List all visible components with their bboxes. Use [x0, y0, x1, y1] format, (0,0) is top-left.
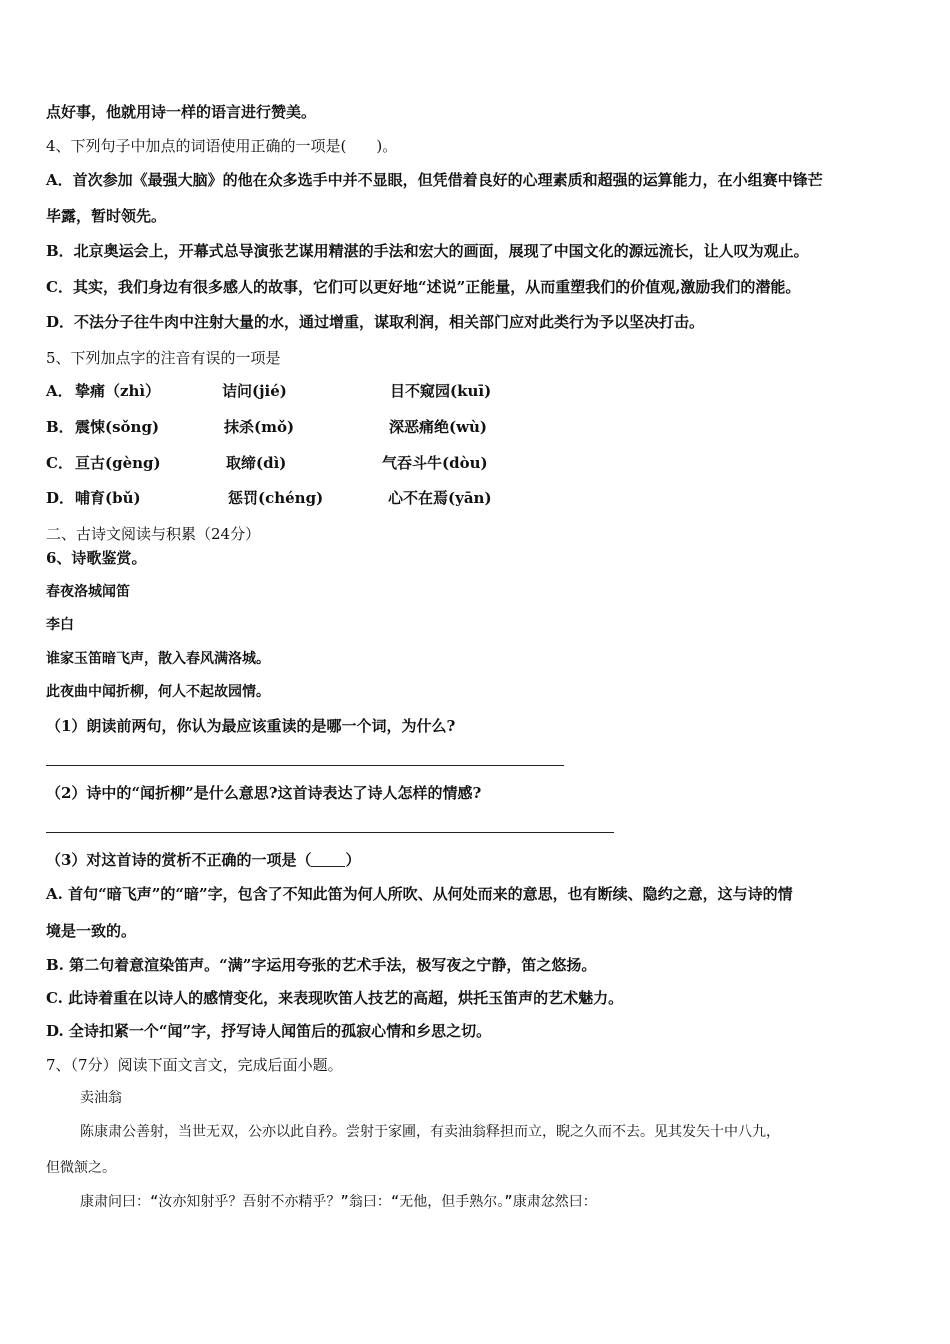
text-line: 点好事，他就用诗一样的语言进行赞美。: [46, 103, 317, 121]
passage-title: 卖油翁: [80, 1090, 122, 1106]
question-6-3: [46, 850, 360, 870]
q5-option-word: 取缔(dì): [226, 454, 287, 472]
answer-line: [46, 765, 564, 766]
q5-option-word: 心不在焉(yān): [388, 489, 492, 507]
question-6-3-close: ）: [345, 851, 361, 869]
q5-option-label: D．: [46, 489, 75, 507]
poem-line: 此夜曲中闻折柳，何人不起故园情。: [46, 684, 270, 700]
q5-option-word: 气吞斗牛(dòu): [382, 454, 488, 472]
question-4-option-d: D．不法分子往牛肉中注射大量的水，通过增重，谋取利润，相关部门应对此类行为予以坚决打击。: [46, 313, 705, 331]
passage-paragraph-continued: 但微颔之。: [46, 1160, 116, 1176]
question-6-3-option-a: A. 首句“暗飞声”的“暗”字，包含了不知此笛为何人所吹、从何处而来的意思，也有断续、隐约之意，这与诗的情: [46, 885, 793, 903]
q5-option-label: A．: [46, 382, 73, 400]
question-4-option-a: A．首次参加《最强大脑》的他在众多选手中并不显眼，但凭借着良好的心理素质和超强的运算能力，在小组赛中锋芒: [46, 171, 823, 189]
q5-option-word: 惩罚(chéng): [228, 489, 324, 507]
question-6-1: （1）朗读前两句，你认为最应该重读的是哪一个词，为什么?: [46, 717, 456, 735]
question-4-option-b: B．北京奥运会上，开幕式总导演张艺谋用精湛的手法和宏大的画面，展现了中国文化的源远流长，让人叹为观止。: [46, 242, 809, 260]
section-heading: 二、古诗文阅读与积累（24分）: [46, 525, 261, 543]
question-4-option-c: C．其实，我们身边有很多感人的故事，它们可以更好地“述说”正能量，从而重塑我们的价值观,激励我们的潜能。: [46, 278, 801, 296]
question-6-3-option-d: D. 全诗扣紧一个“闻”字，抒写诗人闻笛后的孤寂心情和乡思之切。: [46, 1022, 492, 1040]
q5-option-word: 挚痛（zhì）: [75, 382, 161, 400]
q5-option-word: 诘问(jié): [222, 382, 287, 400]
question-7-stem: 7、（7分）阅读下面文言文，完成后面小题。: [46, 1056, 343, 1074]
q5-option-word: 深恶痛绝(wù): [389, 418, 488, 436]
question-6-3-stem: （3）对这首诗的赏析不正确的一项是（: [46, 851, 312, 869]
question-6-2: （2）诗中的“闻折柳”是什么意思?这首诗表达了诗人怎样的情感?: [46, 784, 482, 802]
question-6-3-option-b: B. 第二句着意渲染笛声。“满”字运用夸张的艺术手法，极写夜之宁静，笛之悠扬。: [46, 956, 597, 974]
passage-paragraph: 陈康肃公善射，当世无双，公亦以此自矜。尝射于家圃，有卖油翁释担而立，睨之久而不去。见其发矢十中八九，: [80, 1124, 780, 1140]
question-5-stem: 5、下列加点字的注音有误的一项是: [46, 349, 281, 367]
q5-option-label: C．: [46, 454, 73, 472]
question-4-stem: 4、下列句子中加点的词语使用正确的一项是( )。: [46, 137, 398, 155]
passage-paragraph: 康肃问曰：“汝亦知射乎？吾射不亦精乎？”翁曰：“无他，但手熟尔。”康肃忿然曰：: [80, 1194, 597, 1210]
poem-title: 春夜洛城闻笛: [46, 584, 130, 600]
q5-option-word: 抹杀(mǒ): [224, 418, 295, 436]
q5-option-word: 目不窥园(kuī): [390, 382, 492, 400]
q5-option-label: B．: [46, 418, 74, 436]
poem-line: 谁家玉笛暗飞声，散入春风满洛城。: [46, 651, 270, 667]
question-6-3-option-c: C. 此诗着重在以诗人的感情变化，来表现吹笛人技艺的高超，烘托玉笛声的艺术魅力。: [46, 989, 624, 1007]
question-6-3-option-a-continued: 境是一致的。: [46, 922, 137, 940]
q5-option-word: 亘古(gèng): [75, 454, 161, 472]
answer-line: [46, 832, 614, 833]
question-6-stem: 6、诗歌鉴赏。: [46, 549, 147, 567]
q5-option-word: 震悚(sǒng): [75, 418, 160, 436]
question-4-option-a-continued: 毕露，暂时领先。: [46, 207, 167, 225]
poem-author: 李白: [46, 617, 74, 633]
answer-blank: [311, 852, 345, 867]
q5-option-word: 哺育(bǔ): [75, 489, 141, 507]
